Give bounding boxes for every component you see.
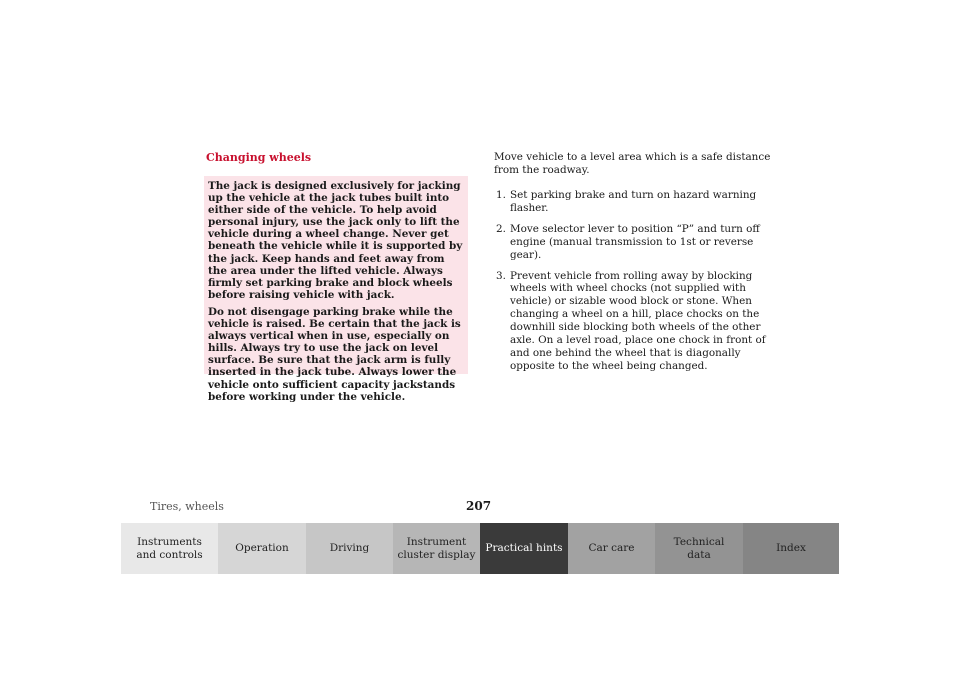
tab-practical-hints[interactable]: Practical hints: [480, 523, 568, 574]
step-number: 2.: [496, 222, 506, 235]
list-item: [494, 223, 774, 262]
tab-instruments-and-controls[interactable]: Instruments and controls: [121, 523, 218, 574]
nav-bar: [121, 523, 839, 574]
tab-technical-data[interactable]: Technical data: [655, 523, 743, 574]
warning-paragraph: The jack is designed exclusively for jacking up the vehicle at the jack tubes built into either side of the vehicle. To help avoid personal injury, use the jack only to lift the vehicle during a wheel change. Never get beneath the vehicle while it is supported by the jack. Keep hands and feet away from the area under the lifted vehicle. Always firmly set parking brake and block wheels before raising vehicle with jack.: [208, 180, 463, 301]
list-item: [494, 270, 774, 373]
tab-car-care[interactable]: Car care: [568, 523, 655, 574]
footer-section-label: Tires, wheels: [150, 500, 224, 513]
step-text: Set parking brake and turn on hazard warning flasher.: [510, 189, 757, 214]
warning-paragraph: Do not disengage parking brake while the vehicle is raised. Be certain that the jack is always vertical when in use, especially on hills. Always try to use the jack on level surface. Be sure that the jack arm is fully inserted in the jack tube. Always lower the vehicle onto sufficient capacity jackstands before working under the vehicle.: [208, 305, 461, 403]
page-number: 207: [466, 499, 492, 513]
steps-list: [494, 189, 774, 381]
step-number: 3.: [496, 269, 506, 282]
step-number: 1.: [496, 189, 506, 201]
tab-driving[interactable]: Driving: [306, 523, 393, 574]
tab-operation[interactable]: Operation: [218, 523, 306, 574]
tab-instrument-cluster-display[interactable]: Instrument cluster display: [393, 523, 480, 574]
step-text: Move selector lever to position “P” and turn off engine (manual transmission to 1st or reverse gear).: [510, 222, 760, 261]
tab-index[interactable]: Index: [743, 523, 839, 574]
list-item: [494, 189, 774, 215]
section-title: Changing wheels: [206, 151, 312, 164]
intro-text: Move vehicle to a level area which is a safe distance from the roadway.: [494, 151, 771, 176]
warning-box: [204, 176, 468, 403]
step-text: Prevent vehicle from rolling away by blocking wheels with wheel chocks (not supplied with vehicle) or sizable wood block or stone. When changing a wheel on a hill, place chocks on the downhill side blocking both wheels of the other axle. On a level road, place one chock in front of and one behind the wheel that is diagonally opposite to the wheel being changed.: [510, 269, 766, 372]
